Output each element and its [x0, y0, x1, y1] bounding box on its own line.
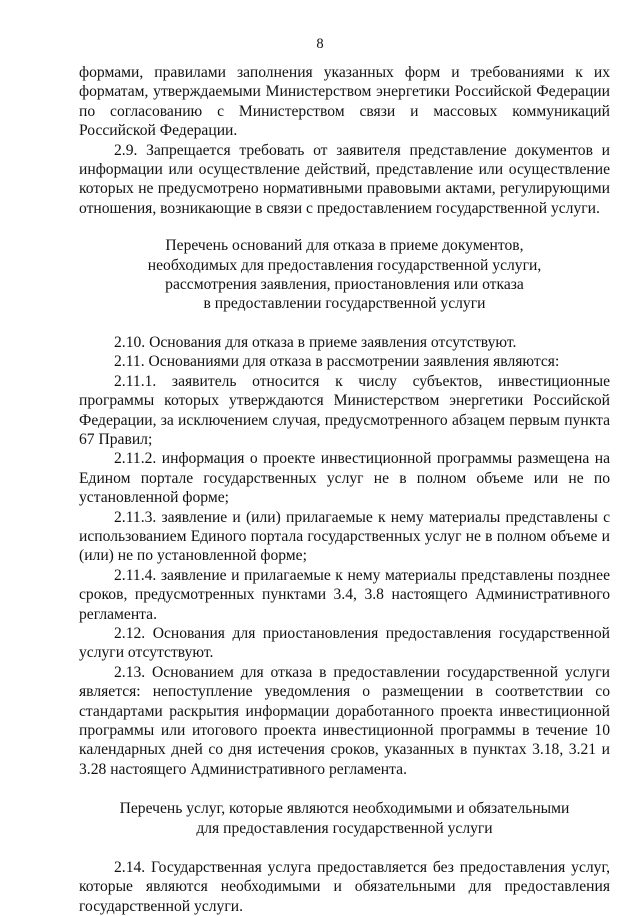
- paragraph-2-11: 2.11. Основаниями для отказа в рассмотрении заявления являются:: [114, 353, 560, 371]
- paragraph-2-11-4: 2.11.4. заявление и прилагаемые к нему материалы представлены позднее сроков, предусмотренных пунктами 3.4, 3.8 настоящего Административного регламента.: [79, 566, 610, 623]
- paragraph-2-14: 2.14. Государственная услуга предоставляется без предоставления услуг, которые являются необходимыми и обязательными для предоставления государственной услуги.: [79, 859, 610, 915]
- paragraph-2-11-2: 2.11.2. информация о проекте инвестиционной программы размещена на Едином портале государственных услуг не в полном объеме или не по установленной форме;: [79, 450, 610, 507]
- paragraph-2-11-1: 2.11.1. заявитель относится к числу субъектов, инвестиционные программы которых утверждаются Министерством энергетики Российской Федерации, за исключением случая, предусмотренного абзацем первым пункта 67 Правил;: [79, 372, 610, 448]
- page-content: [79, 63, 610, 916]
- heading-line: в предоставлении государственной услуги: [203, 295, 486, 313]
- paragraph-2-12: 2.12. Основания для приостановления предоставления государственной услуги отсутствуют.: [79, 624, 610, 662]
- heading-line: Перечень услуг, которые являются необходимыми и обязательными: [119, 800, 570, 818]
- page-number: 8: [316, 36, 324, 52]
- heading-line: рассмотрения заявления, приостановления или отказа: [165, 276, 524, 294]
- section-heading-refusal: [79, 236, 610, 314]
- paragraph-2-13: 2.13. Основанием для отказа в предоставлении государственной услуги является: непоступление уведомления о размещении в соответствии со стандартами раскрытия информации доработанного проекта инвестиционной программы или итогового проекта инвестиционной программы в течение 10 календарных дней со дня истечения сроков, указанных в пунктах 3.18, 3.21 и 3.28 настоящего Административного регламента.: [79, 663, 610, 778]
- paragraph-2-9: 2.9. Запрещается требовать от заявителя представление документов и информации или осуществление действий, представление или осуществление которых не предусмотрено нормативными правовыми актами, регулирующими отношения, возникающие в связи с предоставлением государственной услуги.: [79, 141, 610, 217]
- heading-line: для предоставления государственной услуги: [196, 819, 493, 837]
- paragraph-2-11-3: 2.11.3. заявление и (или) прилагаемые к нему материалы представлены с использованием Единого портала государственных услуг не в полном объеме и (или) не по установленной форме;: [79, 508, 610, 565]
- paragraph-continuation: формами, правилами заполнения указанных форм и требованиями к их форматам, утверждаемыми Министерством энергетики Российской Федерации по согласованию с Министерством связи и массовых коммуникаций Российской Федерации.: [79, 64, 610, 140]
- paragraph-2-10: 2.10. Основания для отказа в приеме заявления отсутствуют.: [114, 333, 517, 351]
- heading-line: Перечень оснований для отказа в приеме документов,: [165, 237, 524, 255]
- heading-line: необходимых для предоставления государственной услуги,: [147, 256, 542, 274]
- section-heading-services: [79, 799, 610, 838]
